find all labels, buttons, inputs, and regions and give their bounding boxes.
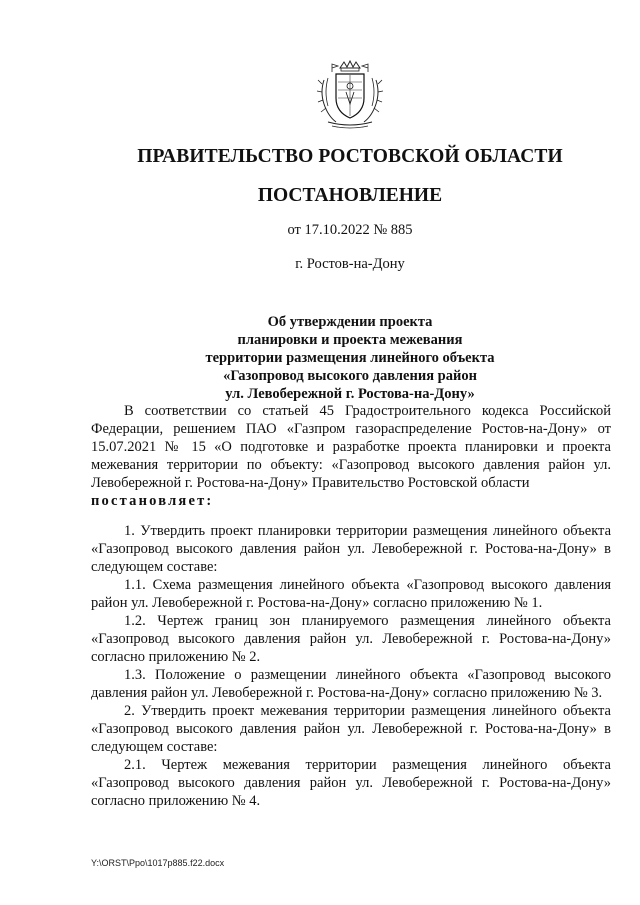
title-line: ул. Левобережной г. Ростова-на-Дону» (225, 386, 475, 402)
document-title (0, 313, 640, 403)
file-path-footer: Y:\ORST\Ppo\1017p885.f22.docx (91, 858, 225, 868)
preamble-paragraph: В соответствии со статьей 45 Градостроительного кодекса Российской Федерации, решением ПАО «Газпром газораспределение Ростов-на-Дону» от 15.07.2021 № 15 «О подготовке и разработке проекта планировки и проекта межевания территории по объекту: «Газопровод высокого давления район ул. Левобережной г. Ростова-на-Дону» Правительство Ростовской области (91, 403, 611, 491)
document-type: ПОСТАНОВЛЕНИЕ (257, 185, 443, 206)
title-line: Об утверждении проекта (267, 314, 433, 330)
document-date-number: от 17.10.2022 № 885 (287, 222, 413, 238)
title-line: территории размещения линейного объекта (205, 350, 495, 366)
title-line: планировки и проекта межевания (237, 332, 463, 348)
item-paragraph: 2.1. Чертеж межевания территории размещения линейного объекта «Газопровод высокого давления район ул. Левобережной г. Ростова-на-Дону» согласно приложению № 4. (91, 757, 611, 809)
coat-of-arms-icon (314, 58, 386, 130)
item-paragraph: 1.1. Схема размещения линейного объекта «Газопровод высокого давления район ул. Левобережной г. Ростова-на-Дону» согласно приложению № 1. (91, 577, 611, 611)
item-paragraph: 2. Утвердить проект межевания территории размещения линейного объекта «Газопровод высокого давления район ул. Левобережной г. Ростова-на-Дону» в следующем составе: (91, 703, 611, 755)
item-paragraph: 1. Утвердить проект планировки территории размещения линейного объекта «Газопровод высокого давления район ул. Левобережной г. Ростова-на-Дону» в следующем составе: (91, 523, 611, 575)
resolves-keyword: постановляет: (91, 493, 214, 509)
item-paragraph: 1.2. Чертеж границ зон планируемого размещения линейного объекта «Газопровод высокого давления район ул. Левобережной г. Ростова-на-Дону» согласно приложению № 2. (91, 613, 611, 665)
title-line: «Газопровод высокого давления район (223, 368, 477, 384)
organization-name: ПРАВИТЕЛЬСТВО РОСТОВСКОЙ ОБЛАСТИ (137, 146, 563, 167)
document-body (91, 402, 611, 810)
document-city: г. Ростов-на-Дону (295, 256, 405, 272)
item-paragraph: 1.3. Положение о размещении линейного объекта «Газопровод высокого давления район ул. Левобережной г. Ростова-на-Дону» согласно приложению № 3. (91, 667, 611, 701)
